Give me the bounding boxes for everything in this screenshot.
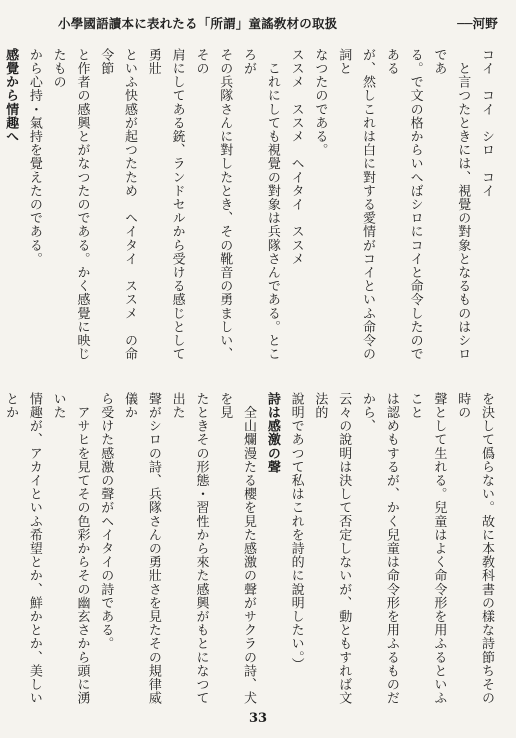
text-line: といふ快感が起つたため ヘイタイ ススメ の命令節	[98, 48, 138, 361]
text-line: 肩にしてある銃、ランドセルから受ける感じとして勇壯	[145, 48, 185, 361]
header-author: ──河野	[457, 16, 498, 31]
text-line: から心持・氣持を覺えたのである。	[26, 48, 42, 266]
text-line: たときその形態・習性から來た感興がもとになつて出た	[169, 392, 209, 705]
text-line: 云々の說明は決して否定しないが、動ともすれば文法的	[312, 392, 352, 705]
text-line: を決して僞らない。故に本敎科書の樣な詩節ちその時の	[455, 392, 494, 705]
upper-text-block	[3, 48, 498, 368]
running-header	[58, 14, 498, 32]
text-line: コイ コイ シロ コイ	[479, 48, 494, 198]
text-line: と言つたときには、視覺の對象となるものはシロであ	[431, 48, 471, 361]
text-line: 聲として生れる。兒童はよく命令形を用ふるといふこと	[407, 392, 447, 705]
section-heading: 感覺から情趣へ	[3, 48, 19, 144]
text-line: 全山爛漫たる櫻を見た感激の聲がサクラの詩、犬を見	[217, 392, 257, 705]
text-line: る。で文の格からいへばシロにコイと命令したのである	[383, 48, 423, 361]
text-line: 情趣が、アカイといふ希望とか、鮮かとか、美しいとか	[3, 392, 42, 705]
section-heading: 詩は感激の聲	[264, 392, 280, 474]
text-line: ら受けた感激の聲がヘイタイの詩である。	[98, 392, 114, 651]
text-line: なつたのである。	[312, 48, 328, 157]
page-number: 33	[248, 711, 268, 726]
text-line: と作者の感興とがなつたのである。かく感覺に映じたもの	[50, 48, 90, 361]
text-line: は認めもするが、かく兒童は命令形を用ふるものだから、	[360, 392, 399, 705]
text-line: 聲がシロの詩、兵隊さんの勇壯さを見たその規律威儀か	[122, 392, 161, 705]
text-line: が、然しこれは白に對する愛情がコイといふ命令の詞と	[336, 48, 376, 361]
text-line: その兵隊さんに對したとき、その靴音の勇ましい、その	[193, 48, 233, 361]
text-line: アサヒを見てその色彩からその幽玄さから頭に湧いた	[50, 392, 90, 705]
lower-text-block	[3, 392, 498, 710]
text-line: ススメ ススメ ヘイタイ ススメ	[288, 48, 304, 266]
text-line: これにしても視覺の對象は兵隊さんである。ところが	[241, 48, 280, 361]
text-line: 說明であつて私はこれを詩的に說明したい。）	[288, 392, 304, 672]
header-title: 小學國語讀本に表れたる「所謂」童謠敎材の取扱	[58, 16, 338, 31]
